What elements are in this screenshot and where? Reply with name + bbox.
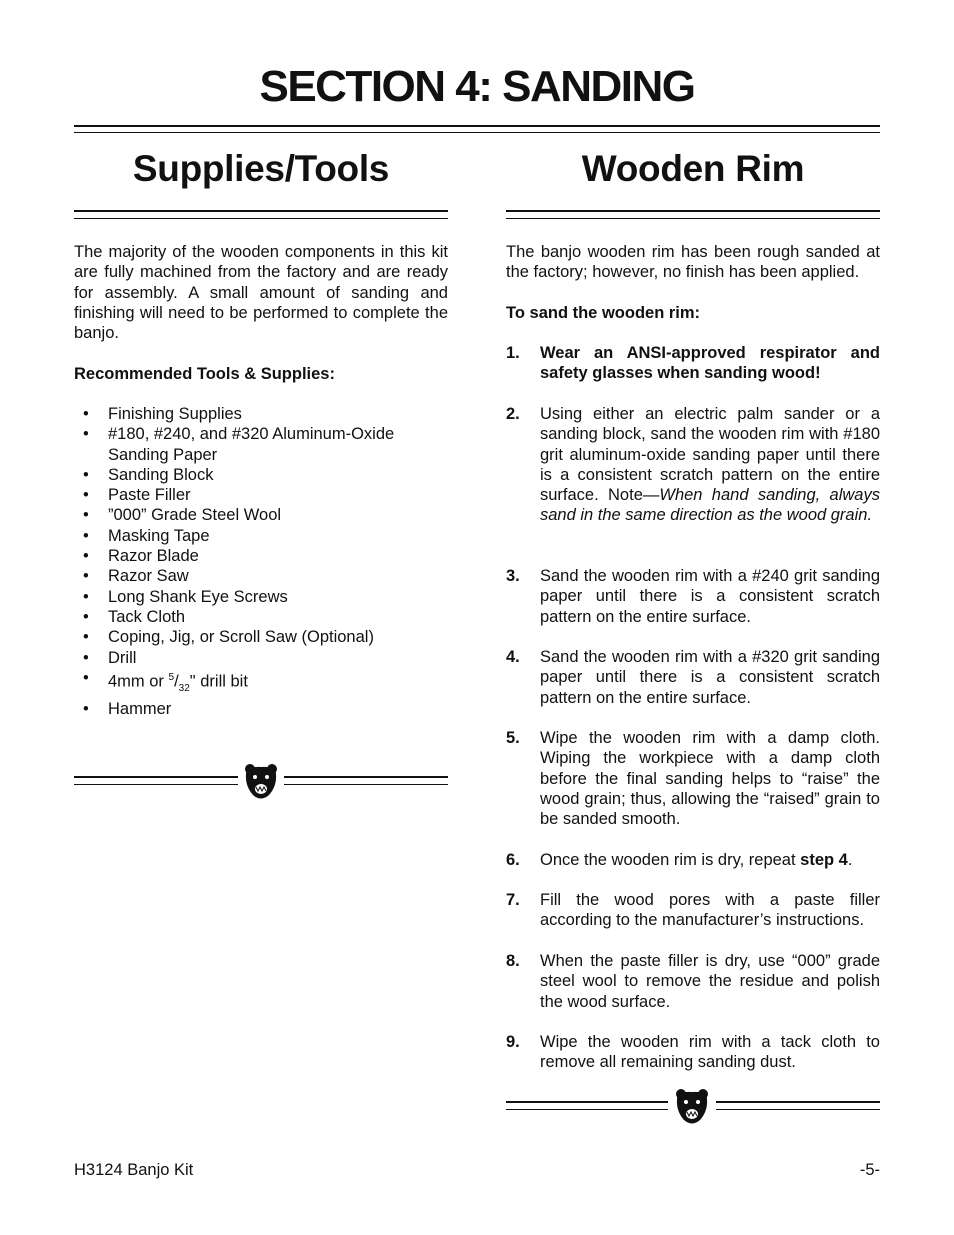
procedure-heading: To sand the wooden rim:	[506, 304, 701, 322]
bear-logo-icon	[672, 1087, 712, 1127]
step-6: 6. Once the wooden rim is dry, repeat step 4.	[506, 851, 853, 869]
bear-logo-icon	[241, 762, 281, 802]
list-item: • 4mm or $^5/_{32}$" drill bit	[83, 668, 248, 694]
step-8: 8. When the paste filler is dry, use “000” grade steel wool to remove the residue and polish the wood surface.	[506, 952, 880, 1011]
list-item: • Tack Cloth	[83, 607, 186, 626]
list-item: • ”000” Grade Steel Wool	[83, 506, 282, 525]
tools-heading: Recommended Tools & Supplies:	[74, 365, 335, 383]
step-9: 9. Wipe the wooden rim with a tack cloth to remove all remaining sanding dust.	[506, 1033, 880, 1072]
title-rule-bottom	[74, 132, 880, 133]
supplies-rule-bottom	[74, 218, 448, 219]
list-item: • Razor Blade	[83, 547, 199, 566]
list-item: • Long Shank Eye Screws	[83, 587, 288, 606]
rim-intro: The banjo wooden rim has been rough sanded at the factory; however, no finish has been applied.	[506, 243, 880, 282]
list-item: • Finishing Supplies	[83, 405, 242, 423]
rim-rule-top	[506, 210, 880, 212]
step-7: 7. Fill the wood pores with a paste filler according to the manufacturer’s instructions.	[506, 891, 880, 930]
title-rule-top	[74, 125, 880, 127]
rim-rule-bottom	[506, 218, 880, 219]
list-item: • Sanding Block	[83, 465, 214, 484]
step-2: 2. Using either an electric palm sander or a sanding block, sand the wooden rim with #180 grit aluminum-oxide sanding paper until there is a consistent scratch pattern on the entire surface. Note—When hand sanding, always sand in the same direction as the wood grain.	[506, 405, 880, 525]
list-item: • Paste Filler	[83, 486, 191, 505]
list-item: • Coping, Jig, or Scroll Saw (Optional)	[83, 628, 374, 647]
step-4: 4. Sand the wooden rim with a #320 grit sanding paper until there is a consistent scratch pattern on the entire surface.	[506, 648, 880, 707]
list-item: • Razor Saw	[83, 567, 189, 586]
supplies-heading: Supplies/Tools	[132, 148, 390, 189]
footer-title: H3124 Banjo Kit	[74, 1161, 194, 1179]
supplies-intro: The majority of the wooden components in this kit are fully machined from the factory and are ready for assembly. A small amount of sanding and finishing will need to be performed to complete the banjo.	[74, 243, 448, 343]
list-item: • #180, #240, and #320 Aluminum-Oxide Sanding Paper	[83, 425, 395, 464]
step-3: 3. Sand the wooden rim with a #240 grit sanding paper until there is a consistent scratch pattern on the entire surface.	[506, 567, 880, 626]
page-number: -5-	[859, 1161, 880, 1179]
list-item: • Drill	[83, 648, 137, 667]
tools-list	[74, 404, 448, 719]
left-section-end-divider	[74, 762, 448, 802]
section-title: SECTION 4: SANDING	[259, 62, 695, 111]
supplies-rule-top	[74, 210, 448, 212]
wooden-rim-heading: Wooden Rim	[581, 148, 805, 189]
step-1: 1. Wear an ANSI-approved respirator and safety glasses when sanding wood!	[506, 344, 880, 383]
list-item: • Masking Tape	[83, 526, 210, 545]
step-5: 5. Wipe the wooden rim with a damp cloth. Wiping the workpiece with a damp cloth before the final sanding helps to “raise” the wood grain; thus, allowing the “raised” grain to be sanded smooth.	[506, 729, 880, 829]
list-item: • Hammer	[83, 699, 172, 718]
right-section-end-divider	[506, 1086, 880, 1126]
